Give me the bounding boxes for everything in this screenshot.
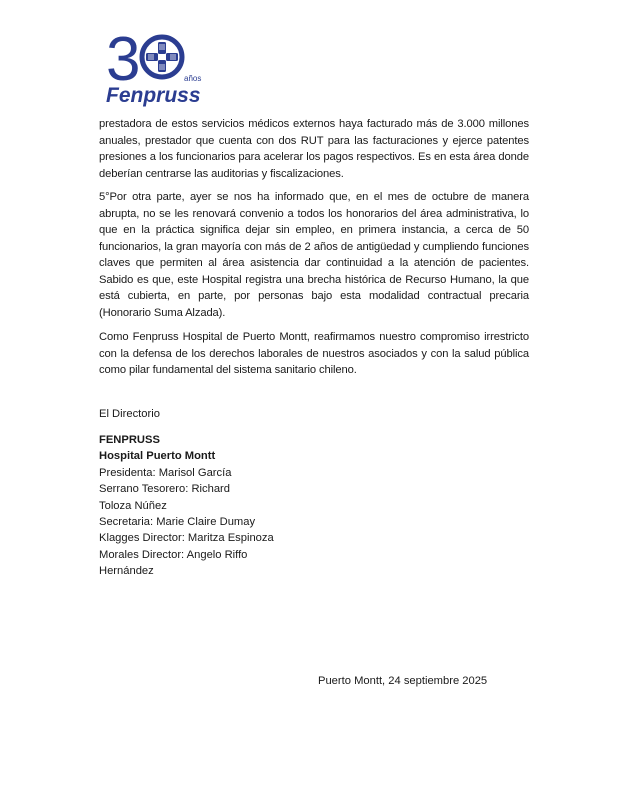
logo-number-3: 3: [106, 28, 139, 94]
paragraph-text: 5°Por otra parte, ayer se nos ha informado que, en el mes de octubre de manera abrupta, no se les renovará convenio a todos los honorarios del área administrativa, lo que en la práctica significa dejar sin empleo, en primera instancia, a cerca de 50 funcionarios, la gran mayoría con más de 2 años de antigüedad y cumpliendo funciones claves que permiten al área asistencia dar continuidad a la atención de pacientes. Sabido es que, este Hospital registra una brecha histórica de Recurso Humano, la que está cubierta, en parte, por personas bajo esta modalidad contractual precaria (Honorario Suma Alzada).: [99, 191, 529, 319]
closing-line: El Directorio: [99, 408, 160, 420]
signature-line: Klagges Director: Maritza Espinoza: [99, 532, 274, 545]
signature-org: FENPRUSS: [99, 434, 160, 446]
signature-line: Secretaria: Marie Claire Dumay: [99, 516, 256, 529]
paragraph-text: Como Fenpruss Hospital de Puerto Montt, reafirmamos nuestro compromiso irrestricto con la defensa de los derechos laborales de nuestros asociados y con la salud pública como pilar fundamental del sistema sanitario chileno.: [99, 331, 529, 376]
logo-brand-name: Fenpruss: [106, 84, 201, 107]
signature-line: Hernández: [99, 565, 154, 578]
paragraph-text: prestadora de estos servicios médicos externos haya facturado más de 3.000 millones anuales, prestador que cuenta con dos RUT para las facturaciones y ejerce patentes presiones a los funcionarios para acelerar los pagos respectivos. Es en esta área donde deberían centrarse las auditorias y fiscalizaciones.: [99, 118, 529, 180]
paragraph-honorarios: [99, 189, 529, 321]
paragraph-auditorias: [99, 116, 529, 182]
paragraph-compromiso: [99, 329, 529, 379]
signature-block: [99, 432, 274, 580]
logo-graphic: [106, 28, 226, 108]
fenpruss-30-anos-logo: [106, 28, 226, 108]
signature-line: Morales Director: Angelo Riffo: [99, 548, 248, 561]
signature-line: Serrano Tesorero: Richard: [99, 483, 230, 496]
hands-cross-icon: [142, 37, 182, 77]
signature-hospital: Hospital Puerto Montt: [99, 450, 216, 463]
place-date-line: Puerto Montt, 24 septiembre 2025: [318, 675, 488, 687]
logo-years-label: años: [184, 74, 202, 83]
signature-line: Toloza Núñez: [99, 499, 167, 512]
signature-line: Presidenta: Marisol García: [99, 466, 232, 479]
